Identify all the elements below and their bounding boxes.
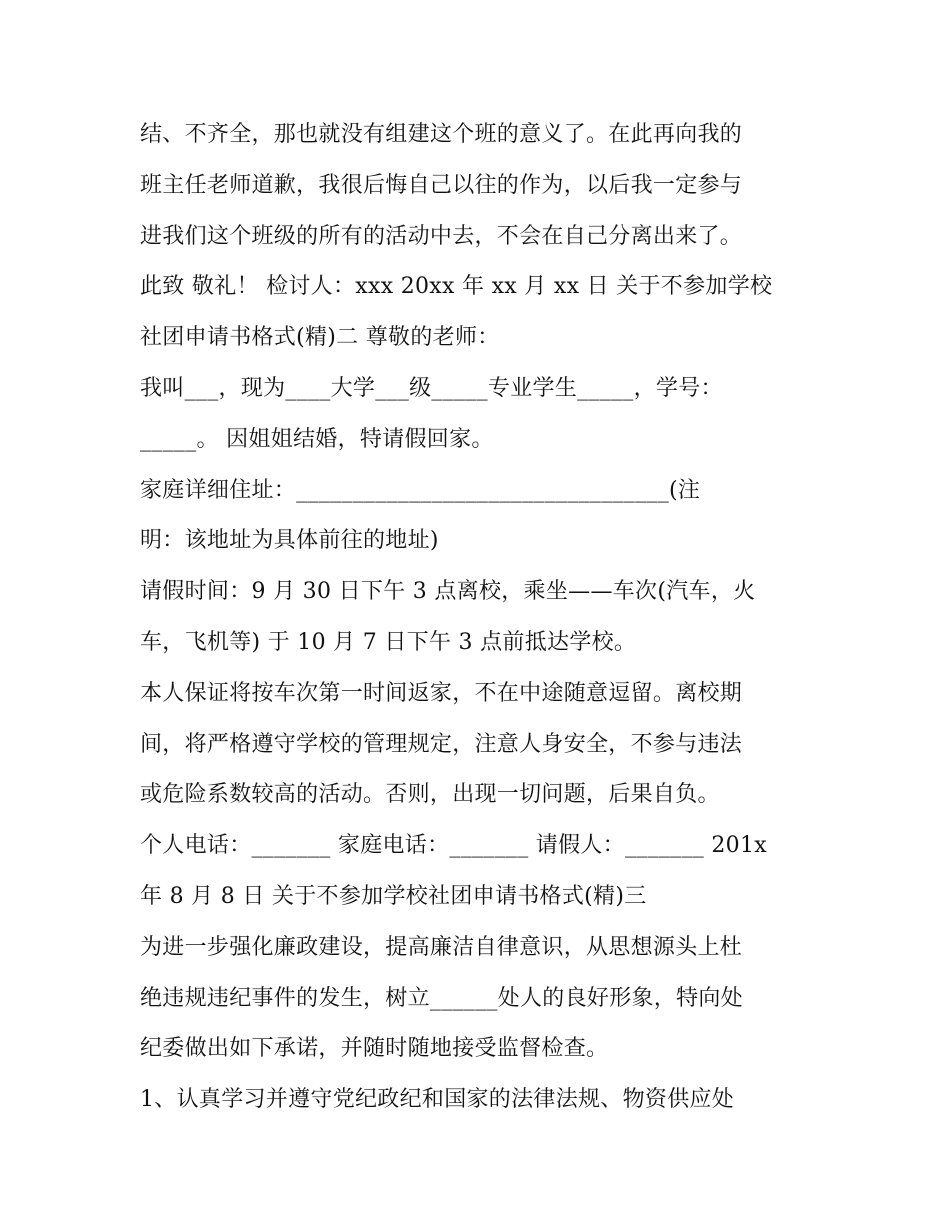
text-line: 本人保证将按车次第一时间返家，不在中途随意逗留。离校期 [140,680,743,706]
text-line: 绝违规违纪事件的发生，树立______处人的良好形象，特向处 [140,985,744,1011]
text-line: 此致 敬礼！ 检讨人：xxx 20xx 年 xx 月 xx 日 关于不参加学校 [140,274,773,300]
text-line: 为进一步强化廉政建设，提高廉洁自律意识，从思想源头上杜 [140,934,743,960]
document-body [140,110,820,1126]
text-line: 请假时间：9 月 30 日下午 3 点离校，乘坐——车次(汽车，火 [140,579,756,605]
text-line: 社团申请书格式(精)二 尊敬的老师： [140,325,500,351]
text-line: 间，将严格遵守学校的管理规定，注意人身安全，不参与违法 [140,731,743,757]
text-line: 年 8 月 8 日 关于不参加学校社团申请书格式(精)三 [140,883,647,909]
text-line: 纪委做出如下承诺，并随时随地接受监督检查。 [140,1036,609,1062]
text-line: 明：该地址为具体前往的地址) [140,528,439,554]
text-line: _____。 因姐姐结婚，特请假回家。 [140,426,494,452]
text-line: 个人电话：_______ 家庭电话：_______ 请假人：_______ 201x [140,833,767,859]
text-line: 1、认真学习并遵守党纪政纪和国家的法律法规、物资供应处 [140,1087,735,1113]
text-line: 进我们这个班级的所有的活动中去，不会在自己分离出来了。 [140,223,743,249]
text-line: 我叫___，现为____大学___级_____专业学生_____，学号： [140,375,723,401]
text-line: 车，飞机等) 于 10 月 7 日下午 3 点前抵达学校。 [140,629,637,655]
text-line: 家庭详细住址：_________________________________(注 [140,477,701,503]
text-line: 或危险系数较高的活动。否则，出现一切问题，后果自负。 [140,782,720,808]
text-line: 结、不齐全，那也就没有组建这个班的意义了。在此再向我的 [140,122,743,147]
text-line: 班主任老师道歉，我很后悔自己以往的作为，以后我一定参与 [140,172,743,198]
